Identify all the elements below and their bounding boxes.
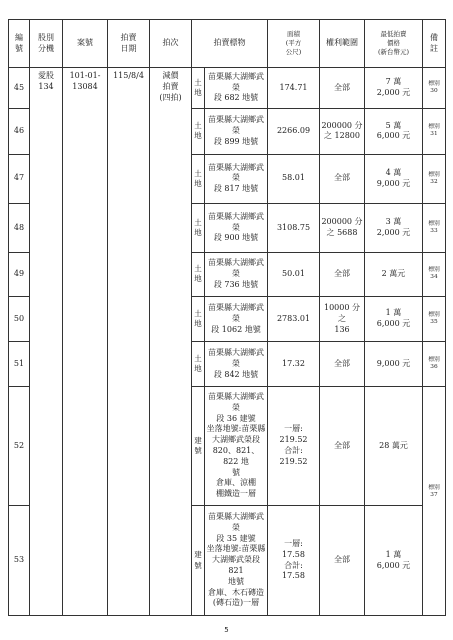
row-price: 9,000 元	[365, 342, 423, 386]
row-no: 46	[9, 109, 30, 154]
row-type: 土 地	[192, 109, 205, 154]
row-right: 10000 分之 136	[320, 297, 365, 342]
row-area: 一層: 17.58 合計: 17.58	[268, 506, 320, 616]
header-price: 最低拍賣 價格 (新台幣元)	[365, 20, 423, 68]
row-price: 1 萬 6,000 元	[365, 297, 423, 342]
row-area: 17.32	[268, 342, 320, 386]
row-right: 全部	[320, 342, 365, 386]
row-no: 51	[9, 342, 30, 386]
row-area: 3108.75	[268, 204, 320, 253]
row-no: 47	[9, 154, 30, 204]
row-no: 45	[9, 68, 30, 109]
header-round: 拍次	[150, 20, 192, 68]
header-case: 案號	[63, 20, 108, 68]
row-price: 28 萬元	[365, 386, 423, 505]
row-type: 土 地	[192, 342, 205, 386]
row-right: 全部	[320, 386, 365, 505]
row-no: 50	[9, 297, 30, 342]
row-right: 全部	[320, 252, 365, 296]
row-area: 2266.09	[268, 109, 320, 154]
row-price: 3 萬 2,000 元	[365, 204, 423, 253]
row-area: 174.71	[268, 68, 320, 109]
row-remark: 標別 34	[423, 252, 446, 296]
row-type: 建 號	[192, 506, 205, 616]
row-price: 1 萬 6,000 元	[365, 506, 423, 616]
row-no: 53	[9, 506, 30, 616]
row-type: 建 號	[192, 386, 205, 505]
row-area: 一層: 219.52 合計: 219.52	[268, 386, 320, 505]
header-no: 編 號	[9, 20, 30, 68]
header-date: 拍賣 日期	[108, 20, 150, 68]
row-type: 土 地	[192, 68, 205, 109]
row-no: 48	[9, 204, 30, 253]
header-right: 權利範圍	[320, 20, 365, 68]
auction-table	[8, 19, 446, 616]
header-object: 拍賣標物	[192, 20, 268, 68]
group-category: 愛股 134	[30, 68, 63, 616]
group-case: 101-01- 13084	[63, 68, 108, 616]
row-price: 2 萬元	[365, 252, 423, 296]
row-price: 7 萬 2,000 元	[365, 68, 423, 109]
row-remark: 標別 37	[423, 386, 446, 615]
row-area: 50.01	[268, 252, 320, 296]
header-area: 面積 (平方 公尺)	[268, 20, 320, 68]
row-type: 土 地	[192, 252, 205, 296]
row-object: 苗栗縣大湖鄉武榮 段 736 地號	[205, 252, 268, 296]
row-object: 苗栗縣大湖鄉武榮 段 1062 地號	[205, 297, 268, 342]
row-type: 土 地	[192, 297, 205, 342]
header-row	[9, 20, 446, 68]
row-object: 苗栗縣大湖鄉武榮 段 900 地號	[205, 204, 268, 253]
row-object: 苗栗縣大湖鄉武榮 段 842 地號	[205, 342, 268, 386]
row-no: 49	[9, 252, 30, 296]
row-remark: 標別 36	[423, 342, 446, 386]
row-object: 苗栗縣大湖鄉武榮 段 899 地號	[205, 109, 268, 154]
row-object: 苗栗縣大湖鄉武榮 段 682 地號	[205, 68, 268, 109]
row-object: 苗栗縣大湖鄉武榮 段 817 地號	[205, 154, 268, 204]
row-object: 苗栗縣大湖鄉武榮 段 36 建號 坐落地號:苗栗縣 大湖鄉武榮段 820、821、822 地 號 倉庫、涼棚 棚鐵造一層	[205, 386, 268, 505]
header-remark: 備 註	[423, 20, 446, 68]
header-category: 股別 分機	[30, 20, 63, 68]
row-type: 土 地	[192, 204, 205, 253]
row-remark: 標別 35	[423, 297, 446, 342]
row-area: 58.01	[268, 154, 320, 204]
row-remark: 標別 33	[423, 204, 446, 253]
row-area: 2783.01	[268, 297, 320, 342]
group-round: 減價 拍賣 (四拍)	[150, 68, 192, 616]
row-remark: 標別 32	[423, 154, 446, 204]
row-remark: 標別 31	[423, 109, 446, 154]
page-number: 5	[224, 626, 229, 634]
row-price: 4 萬 9,000 元	[365, 154, 423, 204]
row-right: 200000 分 之 5688	[320, 204, 365, 253]
row-right: 全部	[320, 68, 365, 109]
row-price: 5 萬 6,000 元	[365, 109, 423, 154]
row-right: 全部	[320, 154, 365, 204]
row-right: 全部	[320, 506, 365, 616]
row-object: 苗栗縣大湖鄉武榮 段 35 建號 坐落地號:苗栗縣 大湖鄉武榮段 821 地號 倉庫、木石磚造 (磚石造)一層	[205, 506, 268, 616]
row-type: 土 地	[192, 154, 205, 204]
table-row	[9, 68, 446, 109]
row-remark: 標別 30	[423, 68, 446, 109]
row-right: 200000 分 之 12800	[320, 109, 365, 154]
row-no: 52	[9, 386, 30, 505]
group-date: 115/8/4	[108, 68, 150, 616]
